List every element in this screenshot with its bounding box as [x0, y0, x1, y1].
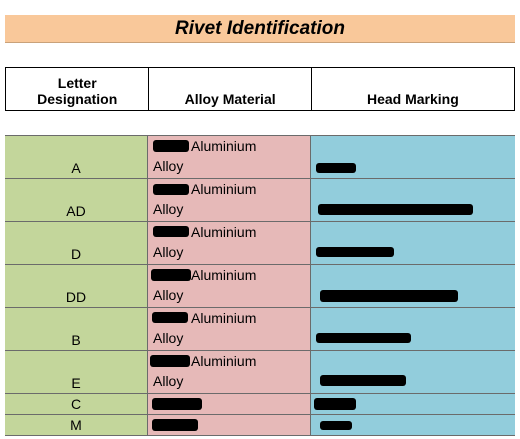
alloy-line1: Aluminium: [191, 310, 257, 326]
redaction-mark: [153, 140, 189, 152]
alloy-cell: [148, 222, 311, 264]
redaction-mark: [320, 375, 406, 386]
letter-value: B: [71, 332, 81, 348]
alloy-line1: Aluminium: [191, 224, 257, 240]
table-row: [5, 414, 515, 436]
alloy-line2: Alloy: [153, 330, 184, 346]
table-row: [5, 178, 515, 221]
table-header: [5, 67, 515, 111]
alloy-cell: [148, 136, 311, 178]
alloy-line2: Alloy: [153, 201, 184, 217]
redaction-mark: [150, 355, 190, 367]
redaction-mark: [152, 312, 188, 323]
alloy-cell: [148, 415, 311, 435]
table-row: [5, 221, 515, 264]
alloy-cell: [148, 265, 311, 307]
letter-value: C: [70, 396, 82, 412]
head-marking-cell: [311, 265, 515, 307]
table-row: [5, 350, 515, 393]
letter-value: D: [70, 246, 82, 262]
header-letter-label: Letter Designation: [37, 75, 118, 107]
letter-cell: [5, 136, 148, 178]
header-letter-designation: [6, 68, 148, 110]
head-marking-cell: [311, 415, 515, 435]
redaction-mark: [152, 419, 198, 431]
title-bar: [5, 15, 515, 43]
head-marking-cell: [311, 179, 515, 221]
letter-value: DD: [65, 289, 87, 305]
letter-cell: [5, 222, 148, 264]
alloy-line1: Aluminium: [191, 138, 257, 154]
alloy-cell: [148, 308, 311, 350]
redaction-mark: [153, 226, 189, 237]
head-marking-cell: [311, 136, 515, 178]
alloy-cell: [148, 351, 311, 393]
alloy-line1: Aluminium: [191, 353, 257, 369]
table-row: [5, 135, 515, 178]
redaction-mark: [320, 421, 352, 430]
redaction-mark: [316, 163, 356, 173]
head-marking-cell: [311, 394, 515, 414]
alloy-line2: Alloy: [153, 287, 184, 303]
page-title: Rivet Identification: [175, 17, 345, 39]
alloy-cell: [148, 394, 311, 414]
alloy-line2: Alloy: [153, 373, 184, 389]
table-row: [5, 264, 515, 307]
letter-cell: [5, 394, 148, 414]
redaction-mark: [320, 290, 458, 302]
letter-cell: [5, 179, 148, 221]
rivet-table-body: [5, 135, 515, 436]
alloy-cell: [148, 179, 311, 221]
head-marking-cell: [311, 308, 515, 350]
table-row: [5, 393, 515, 414]
letter-value: A: [71, 160, 81, 176]
header-head-label: Head Marking: [366, 91, 459, 107]
redaction-mark: [152, 398, 202, 410]
header-alloy-label: Alloy Material: [184, 91, 276, 107]
letter-cell: [5, 265, 148, 307]
header-head-marking: [311, 68, 514, 110]
redaction-mark: [318, 204, 473, 215]
head-marking-cell: [311, 351, 515, 393]
alloy-line2: Alloy: [153, 244, 184, 260]
alloy-line1: Aluminium: [191, 267, 257, 283]
letter-cell: [5, 308, 148, 350]
redaction-mark: [151, 269, 191, 281]
alloy-line1: Aluminium: [191, 181, 257, 197]
letter-cell: [5, 351, 148, 393]
table-row: [5, 307, 515, 350]
redaction-mark: [314, 398, 356, 410]
letter-value: AD: [66, 203, 86, 219]
redaction-mark: [316, 247, 394, 257]
header-alloy-material: [148, 68, 310, 110]
alloy-line2: Alloy: [153, 158, 184, 174]
letter-value: M: [70, 417, 82, 433]
head-marking-cell: [311, 222, 515, 264]
redaction-mark: [316, 333, 411, 343]
letter-cell: [5, 415, 148, 435]
letter-value: E: [71, 375, 81, 391]
redaction-mark: [153, 184, 189, 195]
